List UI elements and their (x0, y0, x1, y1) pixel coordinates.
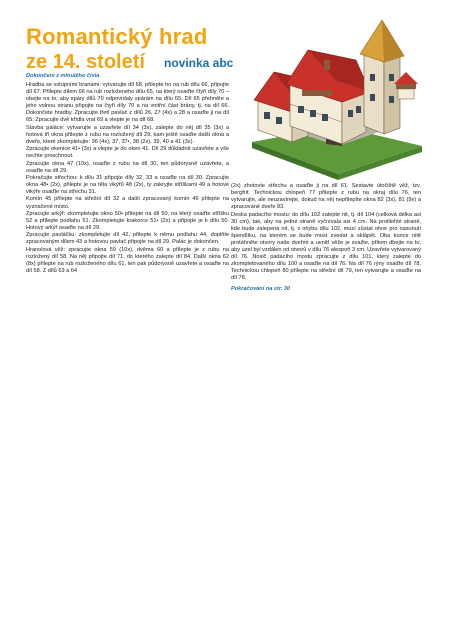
paragraph: Pokračujte střechou: k dílu 31 připojte díly 32, 33 a osaďte na díl 30. Zpracujte okna 48• (2x), přilepte je na těla vikýřů 48 (2x), ty zakryjte stříškami 49 a hotové vikýře osaďte na střechu 31. (26, 174, 229, 196)
paragraph: Deska padacího mostu: do dílu 102 zalepte nit, tj. díl 104 (celková délka asi 30 cm), tak, aby na jedné straně vyčnívala asi 4 cm. Na protilehlé straně, kde bude zalepena nit, tj. v ohybu dílu 102, musí zůstat otvor pro nasunutí špendlíku, na kterém se bude most zvedat a sklápět. Oba konce nitě protáhněte otvory nade dveřmi a uvnitř věže je svažte, přitom dbejte na to, aby uzel byl vzdálen od otvorů v dílu 76 alespoň 3 cm. Uzavřete vytvarovaný díl 76. Nosič padacího mostu zpracujte z dílu 101, který zalepte do zkompletovaného dílu 100 a osaďte na díl 76. Na díl 76 rýny osaďte díl 78. Technickou chlopeň 80 přilepte na střešní díl 79, ten vytvarujte a osaďte na díl 78. (231, 211, 421, 282)
paragraph: (2x) zhotovte střechu a osaďte ji na díl 61. Sestavte útočiště věž, tzv. bergfrit. Technickou chlopeň 77 přilepte z rubu na okraj dílu 76, ten vytvarujte, ale neuzavírejte, dokud na něj nepřilepíte okna 82 (3x), 81 (9x) a zpracované dveře 83. (231, 183, 421, 211)
continued-from-note: Dokončení z minulého čísla (26, 73, 100, 79)
paragraph: Hradba se vstupními branami: vytvarujte díl 68, přilepte ho na rub dílu 66, připojte díl 67. Přilepte dílem 66 na rub rozloženého dílu 65, na který osaďte čtyři díly 70 – obejte na to, aby spáry dílů 70 odpovídaly spárám na dílu 65. Díl 65 přehněte a jeho volnou stranu připojte na čtyři díly 70 a na vnitřní část brány, tj. na díl 66. Dokončete hradby. Zpracujte třetí pavlač z dílů 26, 27 (4x) a 28 a osaďte ji na díl 65. Zpracujte dvě křídla vrat 69 a vlepte je na díl 68. (26, 82, 229, 124)
castle-model-image (246, 14, 424, 182)
article-title-line2: ze 14. století (26, 51, 145, 73)
paragraph: Zpracujte okenice 41• (3x) a vlepte je do oken 41. Díl 29 důkladně uzavřete a vše nechte proschnout. (26, 146, 229, 160)
paragraph: Komín 45 přilepte na střešní díl 32 a další zpracovaný komín 46 přilepte na vyznačené místo. (26, 196, 229, 210)
left-column (26, 82, 229, 275)
right-column (231, 183, 421, 293)
paragraph: Zpracujte pavláčku: zkompletujte díl 42, přilepte k němu podlahu 44, doplňte zpracovaným dílem 43 a hotovou pavlač připojte na díl 29. Palác je dokončen. (26, 232, 229, 246)
paragraph: Zpracujte okna 47 (10x), osaďte z rubu na díl 30, ten půdorysně uzavřete, a osaďte na díl 29. (26, 160, 229, 174)
paragraph: Zpracujte arkýř: zkompletujte okno 50• přilepte na díl 50, na který osaďte stříšku 52 a přilepte podlahu 51. Zkompletujte krakorce 51• (2x) a připojte je k dílu 50. Hotový arkýř osaďte na díl 29. (26, 210, 229, 231)
paragraph: Hranolová věž: zpracujte okna 59 (10x), dvěma 60 a přilepte je z rubu na rozložený díl 58. Na něj připojte díl 71, do kterého zalepte díl 84. Další okna 62 (8x) přilepte na rub rozloženého dílu 61, ten pak půdorysně uzavřete a osaďte na díl 58. Z dílů 63 a 64 (26, 246, 229, 274)
paragraph: Stavba paláce: vytvarujte a uzavřete díl 34 (3x), zalepte do něj díl 35 (3x) a hotová tři okna přilepte z rubu na rozložený díl 29, kam ještě osaďte další okna a dveře, které zkompletujte: 36 (4x), 37, 37•, 38 (2x), 39, 40 a 41 (3x). (26, 124, 229, 145)
continued-on-link[interactable]: Pokračování na str. 30 (231, 285, 291, 292)
new-badge: novinka abc (164, 56, 234, 70)
article-title-line1: Romantický hrad (26, 24, 208, 49)
